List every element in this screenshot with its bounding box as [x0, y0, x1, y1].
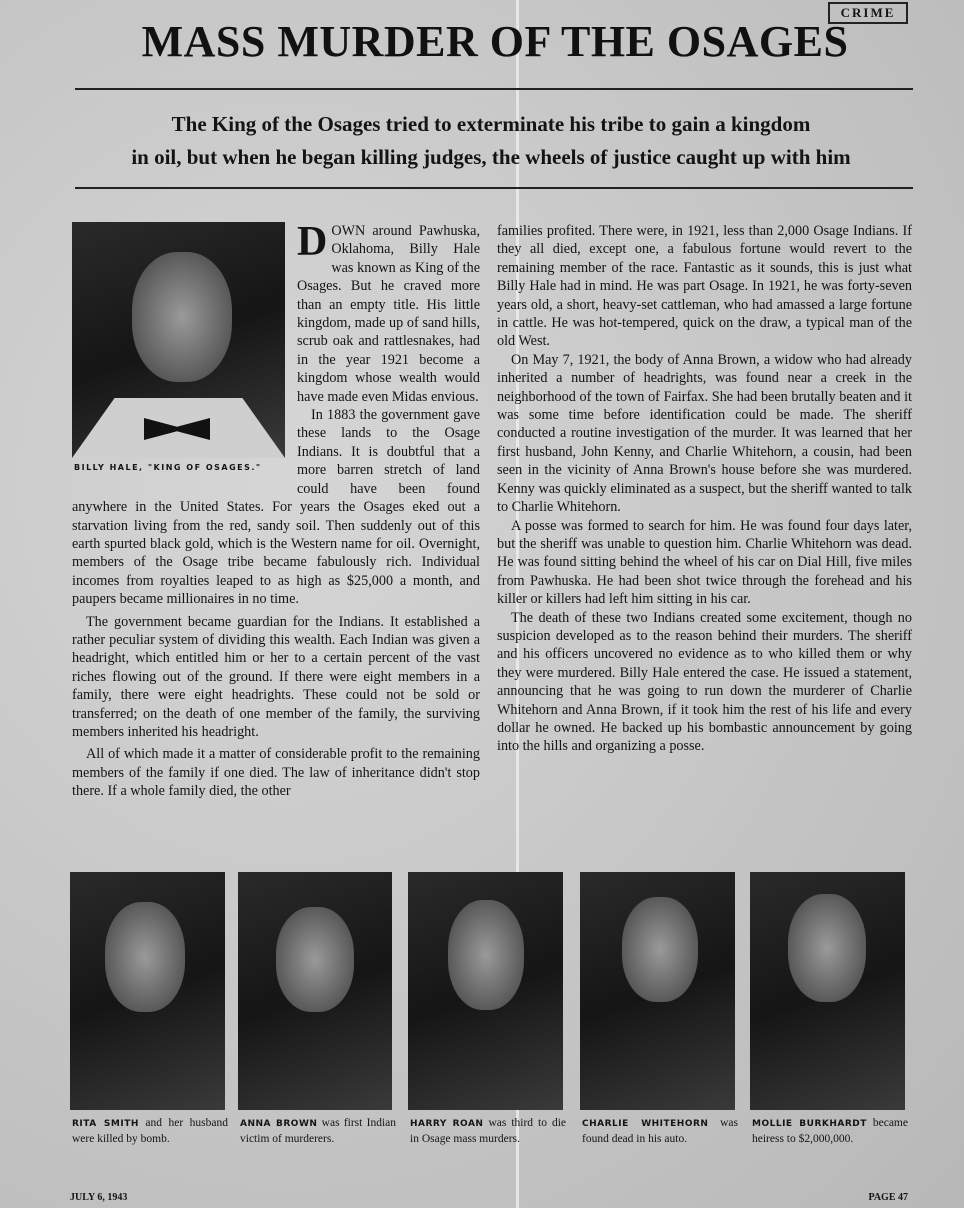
- drop-cap: D: [297, 219, 328, 265]
- page-number: PAGE 47: [868, 1192, 908, 1203]
- harry-roan-photo: [408, 872, 563, 1110]
- article-title: MASS MURDER OF THE OSAGES: [141, 17, 849, 66]
- photo-caption: ANNA BROWN was first Indian victim of murderers.: [240, 1117, 396, 1145]
- rita-smith-photo: [70, 872, 225, 1110]
- subtitle-line: in oil, but when he began killing judges, the wheels of justice caught up with him: [131, 145, 851, 169]
- paragraph: On May 7, 1921, the body of Anna Brown, a widow who had already inherited a number of headrights, was found near a creek in the neighborhood of the town of Fairfax. She had been brutally beaten and it was some time before identification could be made. The sheriff conducted a routine investigation of the murder. It was learned that her first husband, John Kenny, and Charlie Whitehorn, a cousin, had been seen in the vicinity of Anna Brown's house before she was murdered. Kenny was quickly eliminated as a suspect, but the sheriff wanted to talk to Charlie Whitehorn.: [497, 351, 912, 516]
- paragraph: A posse was formed to search for him. He was found four days later, but the sheriff was unable to question him. Charlie Whitehorn was dead. He was found sitting behind the wheel of his car on Dial Hill, five miles from Pawhuska. He had been shot twice through the forehead and his killer or killers had left him sitting in his car.: [497, 517, 912, 608]
- billy-hale-figure: [72, 222, 297, 484]
- photo-caption: BILLY HALE, "KING OF OSAGES.": [74, 463, 262, 472]
- charlie-whitehorn-photo: [580, 872, 735, 1110]
- article-subtitle: [70, 108, 912, 174]
- section-label: CRIME: [828, 2, 908, 24]
- paragraph: The government became guardian for the Indians. It established a rather peculiar system of dividing this wealth. Each Indian was given a headright, which entitled him or her to a certain percent of the vast riches flowing out of the ground. If there were eight members in a family, there were eight headrights. These could not be sold or transferred; on the death of one member of the family, the surviving members inherited his headright.: [72, 613, 480, 740]
- paragraph: families profited. There were, in 1921, less than 2,000 Osage Indians. If they all died, except one, a fabulous fortune would revert to the remaining member of the race. Fantastic as it sounds, this is just what Billy Hale had in mind. He was part Osage. In 1921, he was forty-seven years old, a short, heavy-set cattleman, who had amassed a large fortune in cattle. He was hot-tempered, quick on the draw, a typical man of the old West.: [497, 223, 912, 350]
- billy-hale-photo: [72, 222, 285, 458]
- photo-caption: HARRY ROAN was third to die in Osage mass murders.: [410, 1117, 566, 1145]
- paragraph: The death of these two Indians created some excitement, though no suspicion developed as to the reason behind their murders. The sheriff and his officers uncovered no evidence as to who killed them or why they were murdered. Billy Hale entered the case. He issued a statement, announcing that he was going to run down the murderer of Charlie Whitehorn and Anna Brown, if it took him the rest of his life and every dollar he owned. He backed up his bombastic announcement by going into the hills and organizing a posse.: [497, 609, 912, 755]
- issue-date: JULY 6, 1943: [70, 1192, 128, 1203]
- photo-caption: CHARLIE WHITEHORN was found dead in his auto.: [582, 1117, 738, 1145]
- right-column: [497, 222, 912, 756]
- paragraph: All of which made it a matter of considerable profit to the remaining members of the family if one died. The law of inheritance didn't stop there. If a whole family died, the other: [72, 746, 480, 800]
- photo-caption: RITA SMITH and her husband were killed by bomb.: [72, 1117, 229, 1145]
- divider: [75, 88, 913, 90]
- paragraph: In 1883 the government gave these lands to the Osage Indians. It is doubtful that a more barren stretch of land could have been found anywhere in the United States. For years the Osages eked out a starvation living from the red, sandy soil. Then suddenly out of this earth spurted black gold, which is the Western name for oil. Overnight, members of the Osage tribe became fabulously rich. Individual incomes from royalties leaped to as high as $25,000 a month, and paupers became millionaires in no time.: [72, 407, 480, 608]
- photo-caption: MOLLIE BURKHARDT became heiress to $2,000,000.: [752, 1117, 908, 1145]
- anna-brown-photo: [238, 872, 392, 1110]
- left-column: [72, 219, 480, 801]
- divider: [75, 187, 913, 189]
- mollie-burkhardt-photo: [750, 872, 905, 1110]
- subtitle-line: The King of the Osages tried to exterminate his tribe to gain a kingdom: [171, 112, 811, 136]
- paragraph: OWN around Pawhuska, Oklahoma, Billy Hale was known as King of the Osages. But he craved more than an empty title. His little kingdom, made up of sand hills, scrub oak and rattlesnakes, had in the year 1921 become a kingdom whose wealth would have made even Midas envious.: [297, 223, 480, 405]
